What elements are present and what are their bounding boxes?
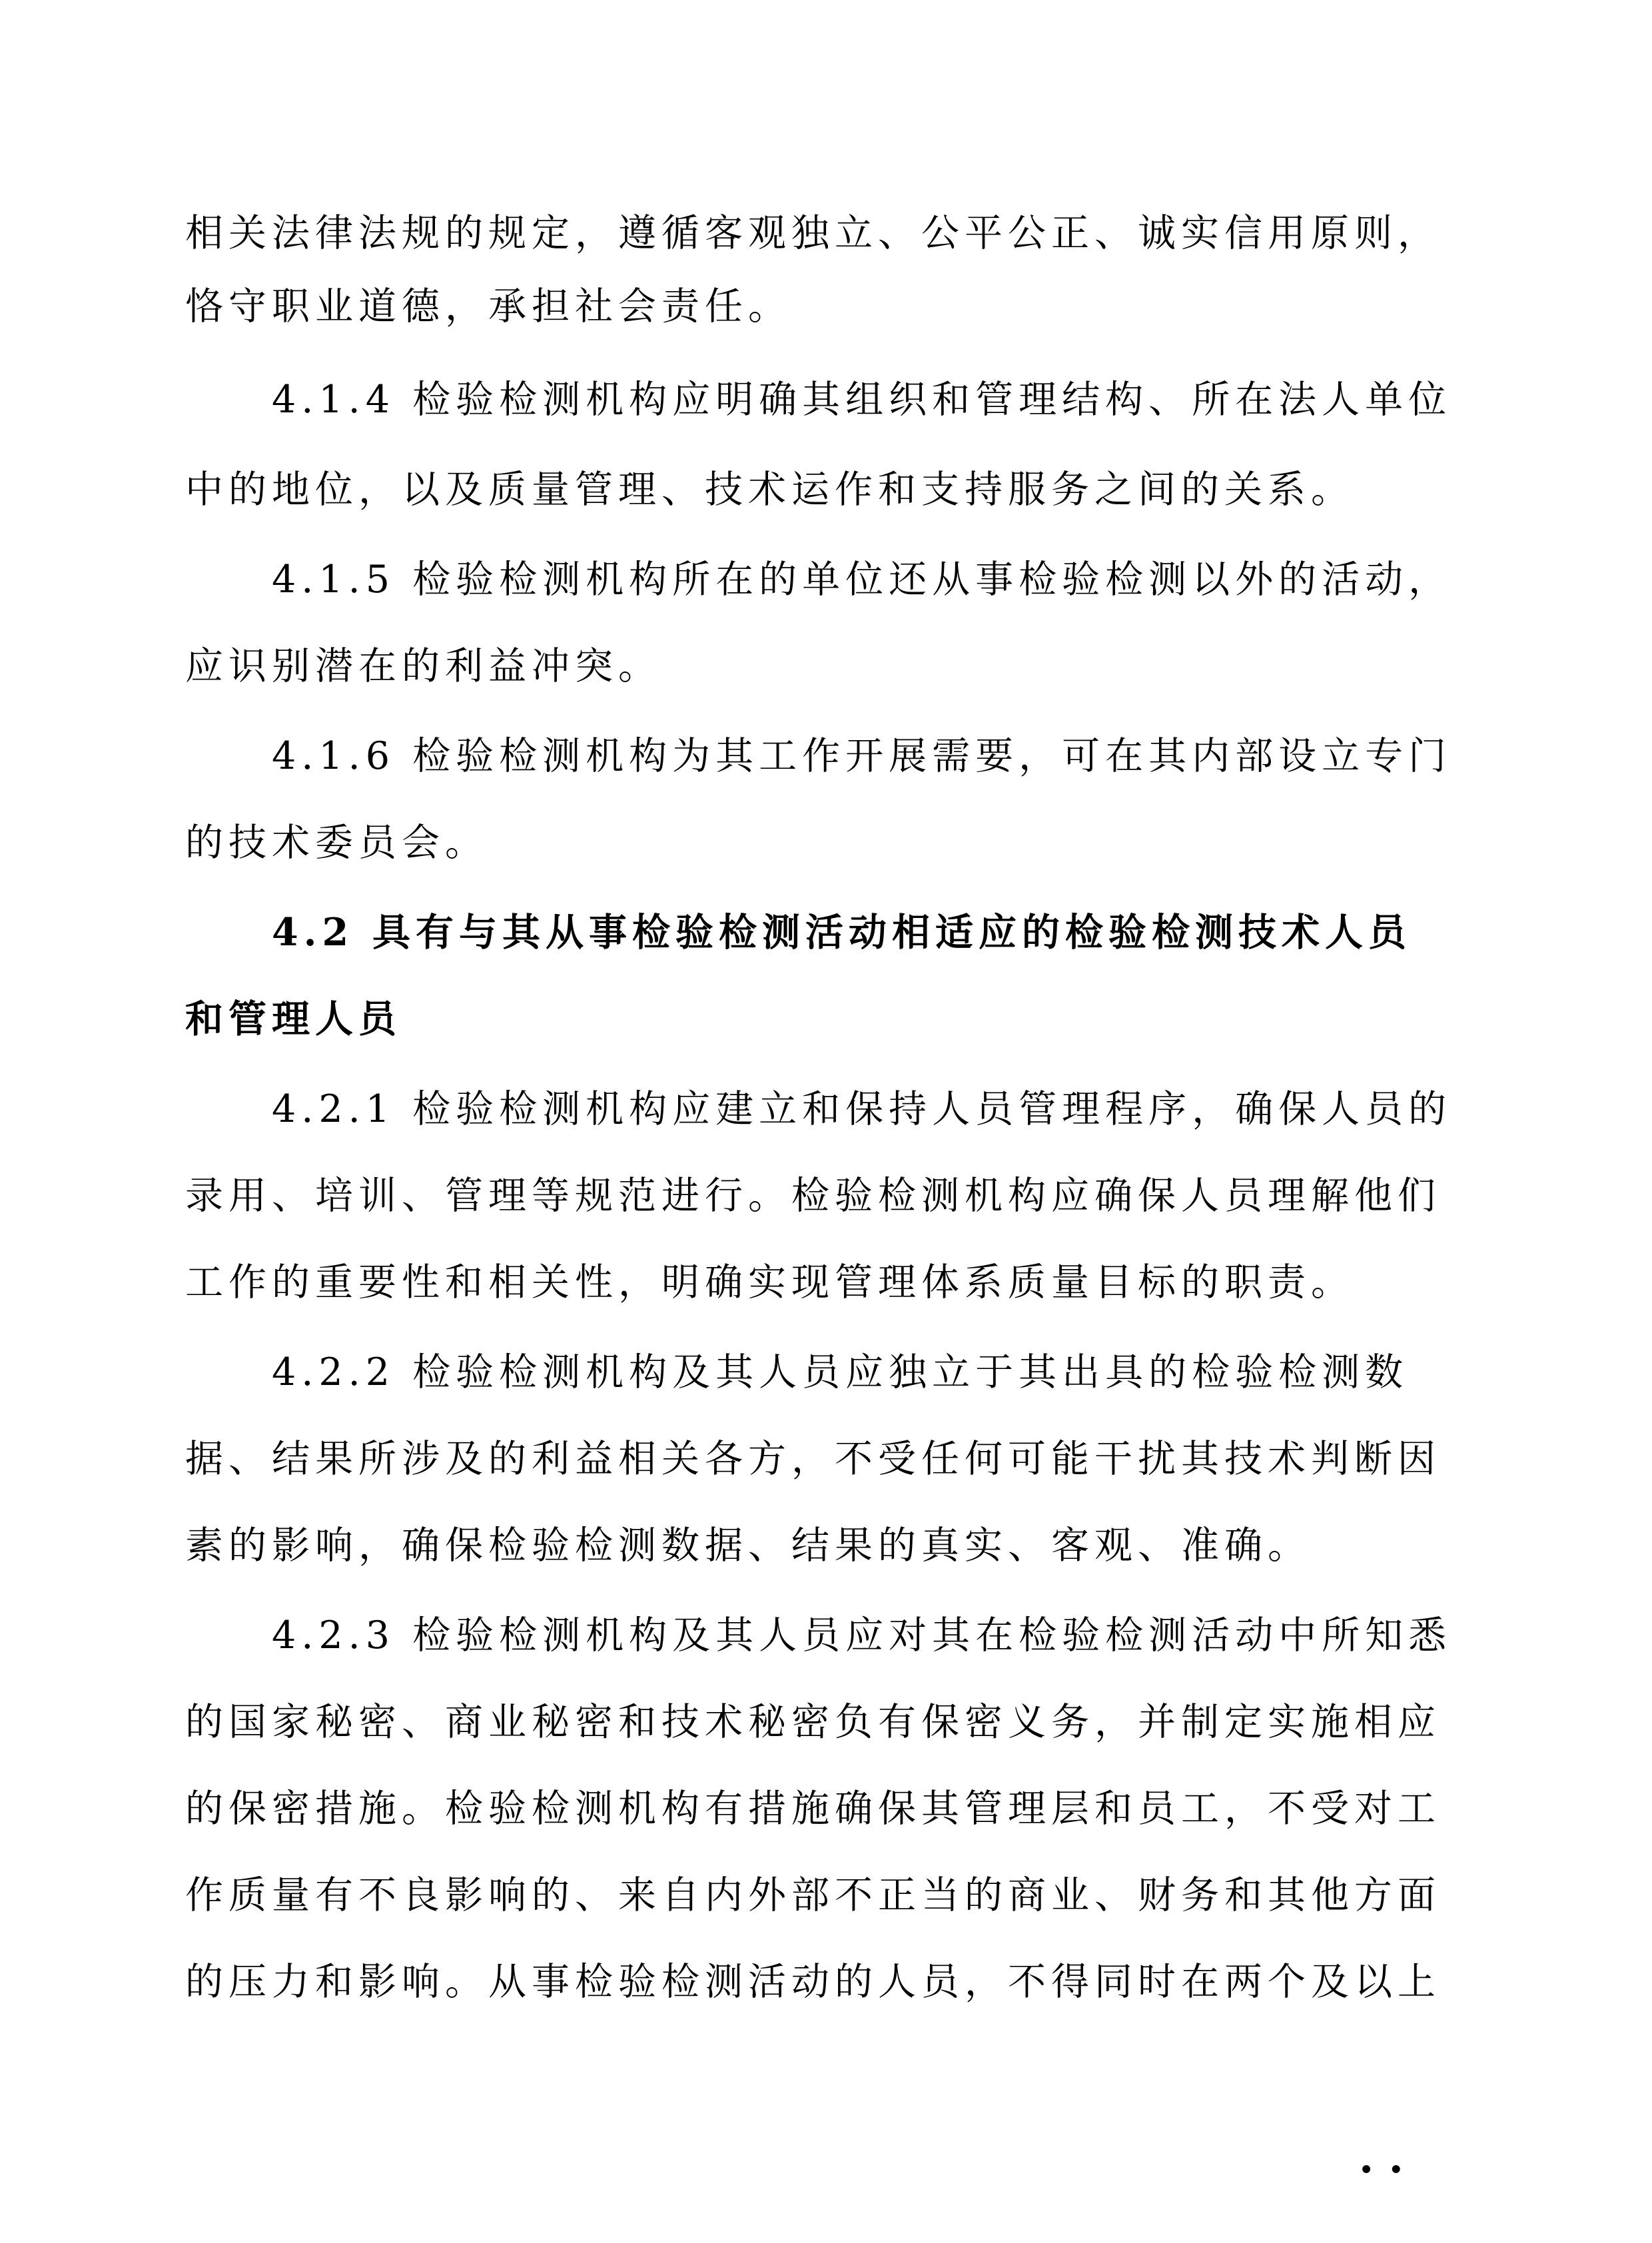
body-line-21: 的压力和影响。从事检验检测活动的人员，不得同时在两个及以上	[185, 1960, 1441, 2004]
body-line-16: 素的影响，确保检验检测数据、结果的真实、客观、准确。	[185, 1524, 1311, 1568]
body-line-18: 的国家秘密、商业秘密和技术秘密负有保密义务，并制定实施相应	[185, 1700, 1441, 1744]
body-line-1: 相关法律法规的规定，遵循客观独立、公平公正、诚实信用原则，	[185, 211, 1441, 255]
body-line-12: 录用、培训、管理等规范进行。检验检测机构应确保人员理解他们	[185, 1174, 1441, 1218]
body-line-19: 的保密措施。检验检测机构有措施确保其管理层和员工，不受对工	[185, 1787, 1441, 1831]
body-line-15: 据、结果所涉及的利益相关各方，不受任何可能干扰其技术判断因	[185, 1437, 1441, 1481]
clause-4-2-3: 4.2.3 检验检测机构及其人员应对其在检验检测活动中所知悉	[272, 1613, 1452, 1657]
body-line-2: 恪守职业道德，承担社会责任。	[185, 284, 791, 328]
body-line-4: 中的地位，以及质量管理、技术运作和支持服务之间的关系。	[185, 468, 1354, 512]
section-heading-4-2: 4.2 具有与其从事检验检测活动相适应的检验检测技术人员	[272, 910, 1412, 955]
clause-4-2-1: 4.2.1 检验检测机构应建立和保持人员管理程序，确保人员的	[272, 1087, 1452, 1131]
body-line-8: 的技术委员会。	[185, 821, 488, 865]
clause-4-1-5: 4.1.5 检验检测机构所在的单位还从事检验检测以外的活动，	[272, 558, 1452, 602]
section-heading-4-2-continued: 和管理人员	[185, 997, 402, 1041]
clause-4-1-4: 4.1.4 检验检测机构应明确其组织和管理结构、所在法人单位	[272, 378, 1452, 422]
body-line-20: 作质量有不良影响的、来自内外部不正当的商业、财务和其他方面	[185, 1873, 1441, 1917]
body-line-13: 工作的重要性和相关性，明确实现管理体系质量目标的职责。	[185, 1260, 1354, 1304]
clause-4-1-6: 4.1.6 检验检测机构为其工作开展需要，可在其内部设立专门	[272, 734, 1452, 778]
clause-4-2-2: 4.2.2 检验检测机构及其人员应独立于其出具的检验检测数	[272, 1350, 1409, 1394]
body-line-6: 应识别潜在的利益冲突。	[185, 644, 661, 688]
page-footer-dots: . .	[1359, 2133, 1404, 2183]
